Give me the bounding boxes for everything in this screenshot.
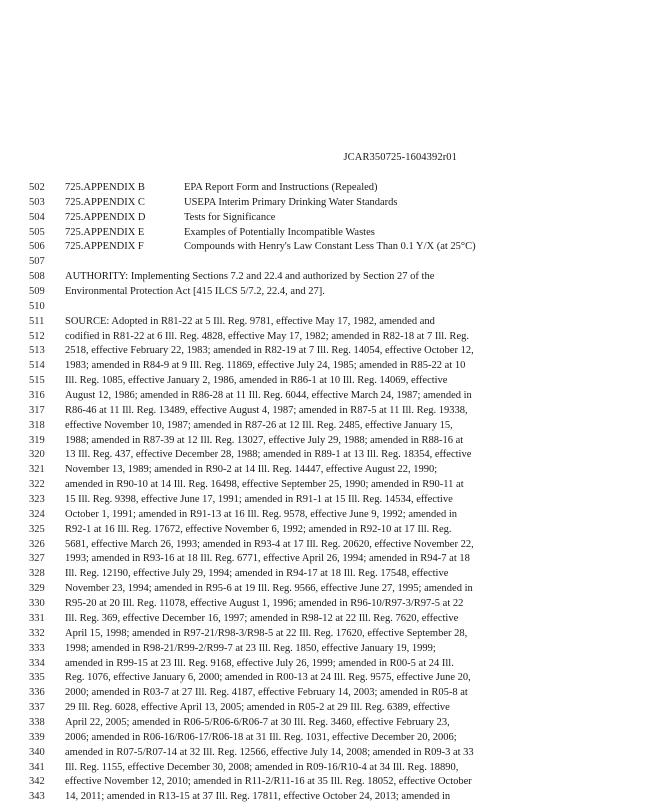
line-number: 317: [29, 404, 45, 416]
text-line: [0, 493, 665, 508]
text-line: [0, 404, 665, 419]
text-line: [0, 508, 665, 523]
line-text: 1988; amended in R87-39 at 12 Ill. Reg. 13027, effective July 29, 1988; amended in R88-16 at: [65, 434, 464, 446]
text-line: [0, 731, 665, 746]
line-text: R86-46 at 11 Ill. Reg. 13489, effective August 4, 1987; amended in R87-5 at 11 Ill. Reg. 19338,: [65, 404, 468, 416]
line-number: 334: [29, 657, 45, 669]
line-text: 5681, effective March 26, 1993; amended in R93-4 at 17 Ill. Reg. 20620, effective November 22,: [65, 538, 474, 550]
appendix-title: EPA Report Form and Instructions (Repealed): [184, 182, 378, 193]
line-number: 329: [29, 583, 45, 595]
appendix-id: 725.APPENDIX F: [65, 241, 144, 253]
line-text: October 1, 1991; amended in R91-13 at 16 Ill. Reg. 9578, effective June 9, 1992; amended in: [65, 508, 458, 520]
text-line: [0, 686, 665, 701]
text-line: [0, 642, 665, 657]
text-line: [0, 538, 665, 553]
line-number: 510: [29, 300, 45, 312]
appendix-title: Compounds with Henry's Law Constant Less Than 0.1 Y/X (at 25°C): [184, 241, 476, 253]
line-number: 509: [29, 286, 45, 298]
line-number: 326: [29, 538, 45, 550]
text-lines: [0, 255, 665, 805]
appendix-list: [0, 181, 665, 255]
line-number: 503: [29, 196, 45, 208]
line-text: effective November 12, 2010; amended in R11-2/R11-16 at 35 Ill. Reg. 18052, effective October: [65, 776, 472, 788]
appendix-title: USEPA Interim Primary Drinking Water Standards: [184, 196, 398, 208]
line-number: 505: [29, 226, 45, 238]
appendix-row: [0, 240, 665, 255]
line-number: 340: [29, 746, 45, 758]
line-number: 333: [29, 642, 45, 654]
line-number: 341: [29, 761, 45, 773]
appendix-id: 725.APPENDIX E: [65, 226, 145, 238]
appendix-row: [0, 211, 665, 226]
document-body: [0, 181, 665, 805]
text-line: [0, 448, 665, 463]
text-line: [0, 523, 665, 538]
line-number: 320: [29, 449, 45, 461]
text-line: [0, 746, 665, 761]
document-id: JCAR350725-1604392r01: [343, 152, 457, 163]
line-text: SOURCE: Adopted in R81-22 at 5 Ill. Reg. 9781, effective May 17, 1982, amended and: [65, 315, 435, 327]
line-text: Ill. Reg. 369, effective December 16, 1997; amended in R98-12 at 22 Ill. Reg. 7620, effective: [65, 612, 459, 624]
line-number: 339: [29, 731, 45, 743]
line-number: 316: [29, 390, 45, 402]
line-text: effective November 10, 1987; amended in R87-26 at 12 Ill. Reg. 2485, effective January 15,: [65, 419, 453, 431]
line-text: R95-20 at 20 Ill. Reg. 11078, effective August 1, 1996; amended in R96-10/R97-3/R97-5 at 22: [65, 598, 464, 610]
line-text: 1993; amended in R93-16 at 18 Ill. Reg. 6771, effective April 26, 1994; amended in R94-7 at 18: [65, 553, 470, 565]
line-number: 330: [29, 598, 45, 610]
line-number: 343: [29, 791, 45, 803]
line-number: 511: [29, 315, 45, 327]
line-text: November 13, 1989; amended in R90-2 at 14 Ill. Reg. 14447, effective August 22, 1990;: [65, 464, 438, 476]
line-number: 327: [29, 553, 45, 565]
appendix-id: 725.APPENDIX D: [65, 211, 146, 223]
line-text: 2000; amended in R03-7 at 27 Ill. Reg. 4187, effective February 14, 2003; amended in R05-8 at: [65, 687, 468, 699]
appendix-title: Examples of Potentially Incompatible Wastes: [184, 226, 375, 238]
line-text: amended in R99-15 at 23 Ill. Reg. 9168, effective July 26, 1999; amended in R00-5 at 24 Ill.: [65, 657, 454, 669]
line-text: 2006; amended in R06-16/R06-17/R06-18 at 31 Ill. Reg. 1031, effective December 20, 2006;: [65, 731, 457, 743]
appendix-id: 725.APPENDIX B: [65, 182, 145, 193]
text-line: [0, 716, 665, 731]
line-number: 318: [29, 419, 45, 431]
line-text: Ill. Reg. 1155, effective December 30, 2008; amended in R09-16/R10-4 at 34 Ill. Reg. 18890,: [65, 761, 459, 773]
text-line: [0, 419, 665, 434]
line-number: 324: [29, 508, 45, 520]
text-line: [0, 255, 665, 270]
text-line: [0, 478, 665, 493]
line-text: Reg. 1076, effective January 6, 2000; amended in R00-13 at 24 Ill. Reg. 9575, effective June 20,: [65, 672, 471, 684]
line-text: 13 Ill. Reg. 437, effective December 28, 1988; amended in R89-1 at 13 Ill. Reg. 18354, effective: [65, 449, 472, 461]
line-number: 338: [29, 716, 45, 728]
text-line: [0, 359, 665, 374]
text-line: [0, 389, 665, 404]
line-text: 14, 2011; amended in R13-15 at 37 Ill. Reg. 17811, effective October 24, 2013; amended in: [65, 791, 451, 803]
line-number: 342: [29, 776, 45, 788]
line-number: 337: [29, 702, 45, 714]
line-number: 322: [29, 479, 45, 491]
text-line: [0, 597, 665, 612]
line-number: 328: [29, 568, 45, 580]
line-number: 502: [29, 182, 45, 193]
text-line: [0, 761, 665, 776]
line-text: 2518, effective February 22, 1983; amended in R82-19 at 7 Ill. Reg. 14054, effective October 12,: [65, 345, 474, 357]
line-number: 332: [29, 627, 45, 639]
line-number: 506: [29, 241, 45, 253]
line-text: 1998; amended in R98-21/R99-2/R99-7 at 23 Ill. Reg. 1850, effective January 19, 1999;: [65, 642, 436, 654]
text-line: [0, 463, 665, 478]
line-text: amended in R90-10 at 14 Ill. Reg. 16498, effective September 25, 1990; amended in R90-11 at: [65, 479, 464, 491]
line-text: codified in R81-22 at 6 Ill. Reg. 4828, effective May 17, 1982; amended in R82-18 at 7 Ill. Reg.: [65, 330, 469, 342]
text-line: [0, 434, 665, 449]
line-text: Ill. Reg. 1085, effective January 2, 1986, amended in R86-1 at 10 Ill. Reg. 14069, effective: [65, 375, 448, 387]
text-line: [0, 657, 665, 672]
line-number: 508: [29, 271, 45, 283]
text-line: [0, 627, 665, 642]
line-text: AUTHORITY: Implementing Sections 7.2 and 22.4 and authorized by Section 27 of the: [65, 271, 435, 283]
line-number: 321: [29, 464, 45, 476]
line-text: Ill. Reg. 12190, effective July 29, 1994; amended in R94-17 at 18 Ill. Reg. 17548, effective: [65, 568, 449, 580]
text-line: [0, 671, 665, 686]
line-text: 29 Ill. Reg. 6028, effective April 13, 2005; amended in R05-2 at 29 Ill. Reg. 6389, effective: [65, 702, 450, 714]
line-text: April 15, 1998; amended in R97-21/R98-3/R98-5 at 22 Ill. Reg. 17620, effective September 28,: [65, 627, 468, 639]
text-line: [0, 315, 665, 330]
text-line: [0, 344, 665, 359]
appendix-row: [0, 226, 665, 241]
line-text: Environmental Protection Act [415 ILCS 5/7.2, 22.4, and 27].: [65, 286, 325, 298]
appendix-row: [0, 196, 665, 211]
line-text: 15 Ill. Reg. 9398, effective June 17, 1991; amended in R91-1 at 15 Ill. Reg. 14534, effective: [65, 494, 453, 506]
line-text: amended in R07-5/R07-14 at 32 Ill. Reg. 12566, effective July 14, 2008; amended in R09-3 at 33: [65, 746, 474, 758]
line-number: 513: [29, 345, 45, 357]
line-number: 336: [29, 687, 45, 699]
line-number: 514: [29, 360, 45, 372]
line-number: 512: [29, 330, 45, 342]
line-text: August 12, 1986; amended in R86-28 at 11 Ill. Reg. 6044, effective March 24, 1987; amended in: [65, 390, 472, 402]
text-line: [0, 374, 665, 389]
line-number: 319: [29, 434, 45, 446]
line-text: R92-1 at 16 Ill. Reg. 17672, effective November 6, 1992; amended in R92-10 at 17 Ill. Reg.: [65, 523, 452, 535]
text-line: [0, 582, 665, 597]
line-number: 331: [29, 612, 45, 624]
text-line: [0, 300, 665, 315]
appendix-id: 725.APPENDIX C: [65, 196, 145, 208]
appendix-title: Tests for Significance: [184, 211, 276, 223]
text-line: [0, 567, 665, 582]
text-line: [0, 330, 665, 345]
text-line: [0, 552, 665, 567]
text-line: [0, 701, 665, 716]
line-text: 1983; amended in R84-9 at 9 Ill. Reg. 11869, effective July 24, 1985; amended in R85-22 at 10: [65, 360, 466, 372]
line-number: 335: [29, 672, 45, 684]
line-number: 325: [29, 523, 45, 535]
line-number: 507: [29, 256, 45, 268]
text-line: [0, 285, 665, 300]
text-line: [0, 270, 665, 285]
text-line: [0, 790, 665, 805]
line-number: 515: [29, 375, 45, 387]
line-number: 504: [29, 211, 45, 223]
line-number: 323: [29, 494, 45, 506]
text-line: [0, 612, 665, 627]
appendix-row: [0, 181, 665, 196]
line-text: April 22, 2005; amended in R06-5/R06-6/R06-7 at 30 Ill. Reg. 3460, effective February 23,: [65, 716, 450, 728]
line-text: November 23, 1994; amended in R95-6 at 19 Ill. Reg. 9566, effective June 27, 1995; amended in: [65, 583, 473, 595]
text-line: [0, 775, 665, 790]
